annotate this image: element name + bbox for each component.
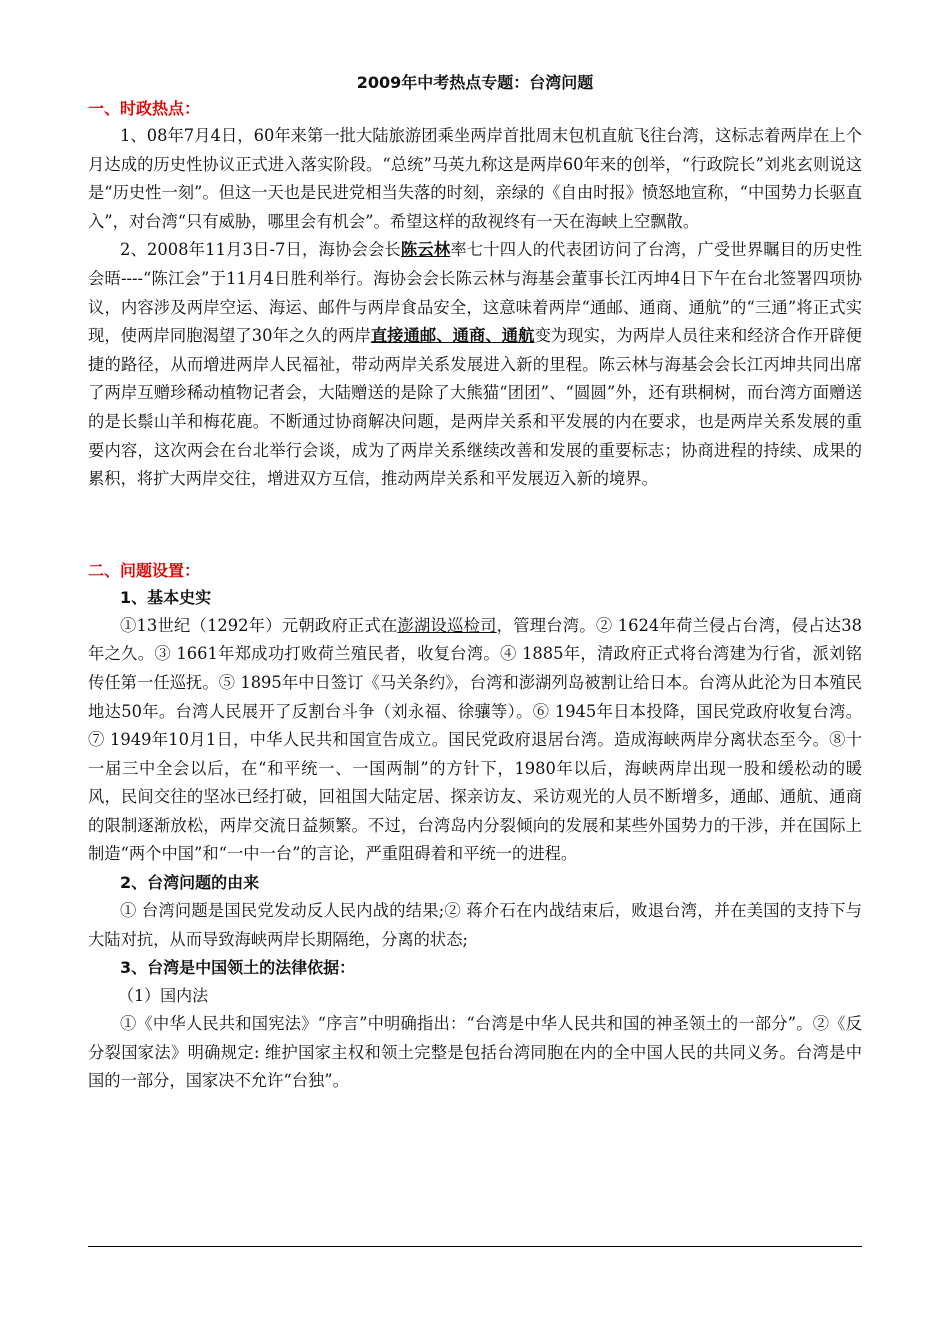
section1-paragraph-2 xyxy=(88,236,862,493)
facts-text-b: ，管理台湾。② 1624年荷兰侵占台湾，侵占达38年之久。③ 1661年郑成功打败荷兰殖民者，收复台湾。④ 1885年，清政府正式将台湾建为行省，派刘铭传任第一任巡抚。⑤ 1895年中日签订《马关条约》，台湾和澎湖列岛被割让给日本。台湾从此沦为日本殖民地达50年。台湾人民展开了反割台斗争（刘永福、徐骧等）。⑥ 1945年日本投降，国民党政府收复台湾。⑦ 1949年10月1日，中华人民共和国宣告成立。国民党政府退居台湾。造成海峡两岸分离状态至今。⑧十一届三中全会以后，在“和平统一、一国两制”的方针下，1980年以后，海峡两岸出现一股和缓松动的暖风，民间交往的坚冰已经打破，回祖国大陆定居、探亲访友、采访观光的人员不断增多，通邮、通航、通商的限制逐渐放松，两岸交流日益频繁。不过，台湾岛内分裂倾向的发展和某些外国势力的干涉，并在国际上制造“两个中国”和“一中一台”的言论，严重阻碍着和平统一的进程。 xyxy=(88,615,862,864)
bottom-rule xyxy=(88,1246,862,1247)
domestic-law-paragraph: ①《中华人民共和国宪法》“序言”中明确指出：“台湾是中华人民共和国的神圣领土的一部分”。②《反分裂国家法》明确规定: 维护国家主权和领土完整是包括台湾同胞在内的全中国人民的共同义务。台湾是中国的一部分，国家决不允许“台独”。 xyxy=(88,1014,862,1091)
basic-facts-paragraph xyxy=(88,612,862,869)
p2-text-b: 率七十四人的代表团访问了台湾，广受世界瞩目的历史性会晤----“陈江会”于11月4日胜利举行。海协会会长陈云林与海基会董事长江丙坤4日下午在台北签署四项协议，内容涉及两岸空运、海运、邮件与两岸食品安全，这意味着两岸“通邮、通商、通航”的“三通”将正式实现，使两岸同胞渴望了30年之久的两岸 xyxy=(88,240,862,346)
section1-heading: 一、时政热点： xyxy=(88,99,201,118)
origin-paragraph: ① 台湾问题是国民党发动反人民内战的结果;② 蒋介石在内战结束后，败退台湾，并在美国的支持下与大陆对抗，从而导致海峡两岸长期隔绝，分离的状态; xyxy=(88,901,862,949)
spacer xyxy=(88,494,862,558)
subheading-legal-basis: 3、台湾是中国领土的法律依据： xyxy=(120,958,356,978)
link-penghu-inspectorate[interactable]: 澎湖设巡检司 xyxy=(397,615,497,635)
link-three-links[interactable]: 直接通邮、通商、通航 xyxy=(370,326,535,346)
p2-text-c: 变为现实，为两岸人员往来和经济合作开辟便捷的路径，从而增进两岸人民福祉，带动两岸关系发展进入新的里程。陈云林与海基会会长江丙坤共同出席了两岸互赠珍稀动植物记者会，大陆赠送的是除了大熊猫“团团”、“圆圆”外，还有珙桐树，而台湾方面赠送的是长鬃山羊和梅花鹿。不断通过协商解决问题，是两岸关系和平发展的内在要求，也是两岸关系发展的重要内容，这次两会在台北举行会谈，成为了两岸关系继续改善和发展的重要标志；协商进程的持续、成果的累积，将扩大两岸交往，增进双方互信，推动两岸关系和平发展迈入新的境界。 xyxy=(88,326,862,489)
document-page xyxy=(88,72,862,1096)
section1-paragraph-1: 1、08年7月4日，60年来第一批大陆旅游团乘坐两岸首批周末包机直航飞往台湾，这标志着两岸在上个月达成的历史性协议正式进入落实阶段。“总统”马英九称这是两岸60年来的创举，“行政院长”刘兆玄则说这是“历史性一刻”。但这一天也是民进党相当失落的时刻，亲绿的《自由时报》愤怒地宣称，“中国势力长驱直入”，对台湾“只有威胁，哪里会有机会”。希望这样的敌视终有一天在海峡上空飘散。 xyxy=(88,126,862,231)
facts-text-a: ①13世纪（1292年）元朝政府正式在 xyxy=(120,615,398,635)
subheading-origin: 2、台湾问题的由来 xyxy=(120,873,260,893)
subheading-basic-facts: 1、基本史实 xyxy=(120,587,212,607)
p2-text-a: 2、2008年11月3日-7日，海协会会长 xyxy=(120,240,401,260)
link-chen-yunlin[interactable]: 陈云林 xyxy=(400,240,451,260)
page-title: 2009年中考热点专题：台湾问题 xyxy=(356,73,594,92)
subheading-domestic-law: （1）国内法 xyxy=(118,986,209,1006)
section2-heading: 二、问题设置： xyxy=(88,560,201,580)
